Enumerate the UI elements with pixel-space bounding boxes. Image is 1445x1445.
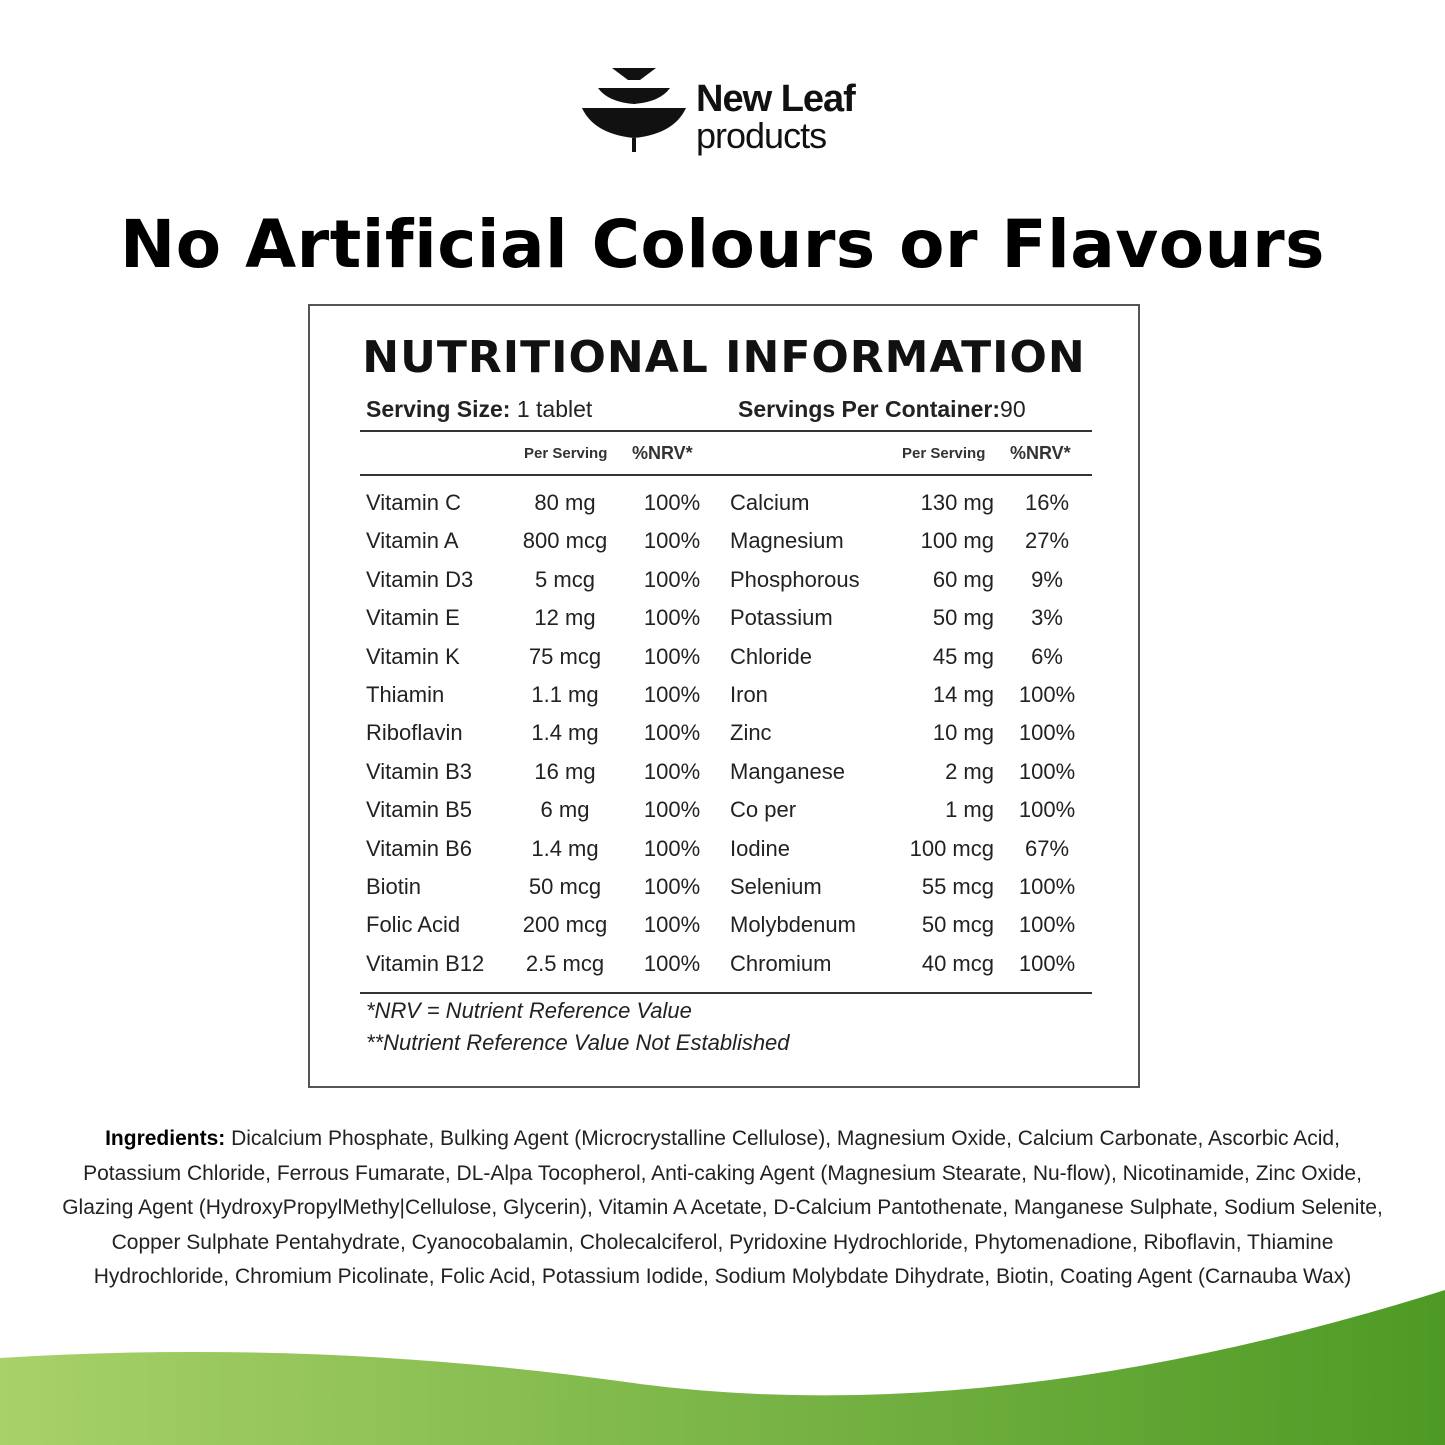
per-serving: 2 mg: [945, 758, 994, 784]
nrv-percent: 100%: [1018, 682, 1076, 707]
nrv-percent: 100%: [643, 797, 701, 823]
nutrient-name: Phosphorous: [730, 566, 860, 592]
nrv-percent: 100%: [1018, 720, 1076, 746]
nrv-percent: 100%: [643, 758, 701, 784]
nrv-percent: 100%: [643, 835, 701, 861]
table-row: [310, 947, 1138, 985]
nrv-percent: 27%: [1024, 528, 1070, 554]
serving-size: [366, 398, 592, 421]
nutrient-name: Vitamin E: [366, 605, 460, 631]
per-serving: 80 mg: [534, 490, 596, 515]
nutrition-title: NUTRITIONAL INFORMATION: [362, 332, 1086, 383]
per-serving: 12 mg: [534, 605, 596, 631]
nrv-percent: 100%: [1018, 874, 1076, 899]
col-head-per-serving-left: Per Serving: [524, 445, 608, 462]
nutrient-name: Molybdenum: [730, 912, 856, 938]
divider-header: [360, 474, 1092, 476]
nrv-percent: 100%: [1018, 950, 1076, 976]
nutrient-name: Zinc: [730, 720, 772, 746]
per-serving: 100 mg: [920, 528, 994, 554]
divider-bottom: [360, 992, 1092, 994]
nrv-percent: 100%: [1018, 758, 1076, 784]
table-row: [310, 678, 1138, 716]
table-row: [310, 793, 1138, 831]
nrv-percent: 100%: [643, 874, 701, 899]
per-serving: 130 mg: [920, 490, 994, 515]
nrv-percent: 3%: [1031, 605, 1063, 631]
col-head-nrv-right: %NRV*: [1010, 443, 1071, 463]
per-serving: 50 mcg: [528, 874, 602, 899]
nutrient-name: Vitamin B12: [366, 950, 485, 976]
nutrient-name: Vitamin A: [366, 528, 459, 554]
nutrient-name: Manganese: [730, 758, 845, 784]
serving-size-label: Serving Size:: [366, 396, 511, 422]
nutrient-name: Selenium: [730, 874, 822, 899]
ingredients-label: Ingredients:: [105, 1127, 226, 1150]
per-serving: 50 mcg: [921, 912, 994, 938]
per-serving: 5 mcg: [535, 566, 595, 592]
servings-value: 90: [1000, 396, 1026, 422]
nrv-percent: 100%: [643, 490, 701, 515]
table-row: [310, 524, 1138, 562]
nutrient-name: Vitamin B6: [366, 835, 472, 861]
table-row: [310, 716, 1138, 754]
table-row: [310, 486, 1138, 524]
nrv-percent: 9%: [1031, 566, 1063, 592]
per-serving: 55 mcg: [921, 874, 994, 899]
nutrient-name: Thiamin: [366, 682, 445, 707]
per-serving: 200 mcg: [522, 912, 608, 938]
table-row: [310, 908, 1138, 946]
brand-logo: [582, 62, 882, 162]
table-row: [310, 832, 1138, 870]
divider-top: [360, 430, 1092, 432]
nrv-percent: 67%: [1024, 835, 1070, 861]
ingredients-list: Dicalcium Phosphate, Bulking Agent (Microcrystalline Cellulose), Magnesium Oxide, Calcium Carbonate, Ascorbic Acid, Potassium Chloride, Ferrous Fumarate, DL-Alpa Tocopherol, Anti-caking Agent (Magnesium Stearate, Nu-flow), Nicotinamide, Zinc Oxide, Glazing Agent (HydroxyPropylMethy|Cellulose, Glycerin), Vitamin A Acetate, D-Calcium Pantothenate, Manganese Sulphate, Sodium Selenite, Copper Sulphate Pentahydrate, Cyanocobalamin, Cholecalciferol, Pyridoxine Hydrochloride, Phytomenadione, Riboflavin, Thiamine Hydrochloride, Chromium Picolinate, Folic Acid, Potassium Iodide, Sodium Molybdate Dihydrate, Biotin, Coating Agent (Carnauba Wax): [62, 1127, 1383, 1288]
per-serving: 2.5 mcg: [525, 950, 605, 976]
nrv-percent: 100%: [1018, 797, 1076, 823]
ingredients-text: [60, 1122, 1385, 1295]
nrv-percent: 100%: [643, 528, 701, 554]
nutrient-name: Chromium: [730, 950, 832, 976]
per-serving: 800 mcg: [522, 528, 608, 554]
brand-sub: products: [696, 115, 827, 156]
brand-name: New Leaf: [696, 78, 855, 120]
servings-label: Servings Per Container:: [738, 396, 1001, 422]
nutrient-name: Vitamin B3: [366, 758, 472, 784]
nutrient-name: Folic Acid: [366, 912, 461, 938]
per-serving: 1.4 mg: [531, 720, 599, 746]
serving-size-value: 1 tablet: [516, 396, 593, 422]
per-serving: 100 mcg: [909, 835, 994, 861]
nutrient-name: Chloride: [730, 643, 812, 669]
nutrient-name: Iodine: [730, 835, 790, 861]
per-serving: 14 mg: [932, 682, 994, 707]
col-head-nrv-left: %NRV*: [632, 443, 693, 463]
nrv-percent: 100%: [643, 566, 701, 592]
nutrient-name: Iron: [730, 682, 768, 707]
nutrient-name: Vitamin B5: [366, 797, 472, 823]
nutrition-panel: [308, 304, 1140, 1088]
nrv-percent: 100%: [643, 912, 701, 938]
table-row: [310, 640, 1138, 678]
nrv-percent: 6%: [1031, 643, 1063, 669]
nutrient-name: Potassium: [730, 605, 833, 631]
per-serving: 40 mcg: [921, 950, 994, 976]
nrv-percent: 100%: [643, 682, 701, 707]
nrv-percent: 100%: [643, 720, 701, 746]
col-head-per-serving-right: Per Serving: [902, 445, 986, 462]
footnote-nrv: *NRV = Nutrient Reference Value: [366, 998, 692, 1023]
per-serving: 1.4 mg: [531, 835, 599, 861]
nrv-percent: 100%: [643, 950, 701, 976]
nutrient-name: Biotin: [366, 874, 422, 899]
per-serving: 75 mcg: [528, 643, 602, 669]
per-serving: 60 mg: [932, 566, 994, 592]
nutrient-name: Calcium: [730, 490, 810, 515]
nutrient-name: Vitamin K: [366, 643, 460, 669]
green-swoosh: [0, 1280, 1445, 1445]
nrv-percent: 100%: [1018, 912, 1076, 938]
nutrient-name: Magnesium: [730, 528, 844, 554]
servings-per-container: [738, 398, 1026, 421]
per-serving: 50 mg: [932, 605, 994, 631]
per-serving: 1 mg: [945, 797, 994, 823]
nutrient-name: Co per: [730, 797, 797, 823]
per-serving: 16 mg: [534, 758, 596, 784]
nutrient-name: Riboflavin: [366, 720, 463, 746]
table-row: [310, 563, 1138, 601]
nutrient-name: Vitamin C: [366, 490, 461, 515]
per-serving: 10 mg: [932, 720, 994, 746]
per-serving: 45 mg: [932, 643, 994, 669]
nrv-percent: 100%: [643, 643, 701, 669]
footnote-not-established: **Nutrient Reference Value Not Established: [366, 1030, 790, 1055]
table-row: [310, 601, 1138, 639]
nrv-percent: 100%: [643, 605, 701, 631]
nutrient-name: Vitamin D3: [366, 566, 474, 592]
nrv-percent: 16%: [1024, 490, 1070, 515]
leaf-tier-icon: [582, 62, 686, 158]
table-row: [310, 755, 1138, 793]
per-serving: 1.1 mg: [531, 682, 599, 707]
per-serving: 6 mg: [540, 797, 590, 823]
table-row: [310, 870, 1138, 908]
page-headline: No Artificial Colours or Flavours: [120, 206, 1325, 283]
